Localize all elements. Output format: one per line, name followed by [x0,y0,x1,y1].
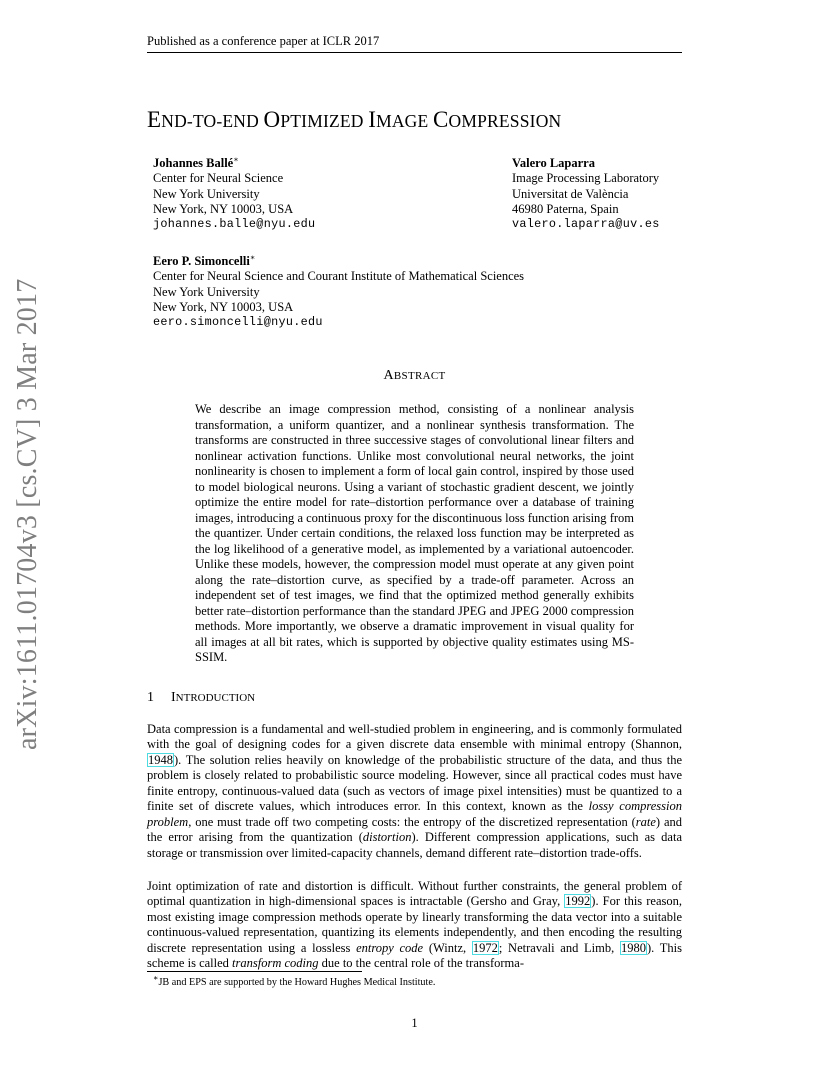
affiliation-line: New York University [153,186,260,201]
affiliation-line: Image Processing Laboratory [512,171,660,186]
author-email: eero.simoncelli@nyu.edu [153,315,323,330]
intro-paragraph-1: Data compression is a fundamental and well-studied problem in engineering, and is commonly formulated with the goal of designing codes for a given discrete data ensemble with minimal entropy (Shannon, 1948). The solution relies heavily on knowledge of the probabilistic structure of the data, and thus the problem is closely related to probabilistic source modeling. However, since all practical codes must have finite entropy, continuous-valued data (such as vectors of image pixel intensities) must be quantized to a finite set of discrete values, which introduces error. In this context, known as the lossy compression problem, one must trade off two competing costs: the entropy of the discretized representation (rate) and the error arising from the quantization (distortion). Different compression applications, such as data storage or transmission over limited-capacity channels, demand different rate–distortion trade-offs. [147,722,683,860]
footnote-mark: ∗ [233,154,239,164]
affiliation-line: Center for Neural Science and Courant Institute of Mathematical Sciences [153,269,525,284]
citation-link[interactable]: 1980 [620,940,646,955]
footnote-mark: ∗ [249,252,256,262]
header-rule [147,52,682,53]
citation-link[interactable]: 1992 [565,894,591,909]
citation-link[interactable]: 1948 [148,752,173,767]
page-number: 1 [411,1016,418,1030]
author-block-laparra [512,156,692,232]
author-name: Eero P. Simoncelli [153,254,250,268]
affiliation-line: Universitat de València [512,186,629,201]
section-heading-introduction: 1 INTRODUCTION [147,690,256,705]
author-name: Johannes Ballé [153,156,234,170]
footnote-rule [147,971,362,972]
arxiv-stamp: arXiv:1611.01704v3 [cs.CV] 3 Mar 2017 [12,278,43,750]
footnote-mark: ∗ [153,973,159,983]
affiliation-line: New York University [153,284,260,299]
author-email: johannes.balle@nyu.edu [153,217,316,232]
intro-paragraph-2: Joint optimization of rate and distortion is difficult. Without further constraints, the general problem of optimal quantization in high-dimensional spaces is intractable (Gersho and Gray, 1992). For this reason, most existing image compression methods operate by linearly transforming the data vector into a suitable continuous-valued representation, quantizing its elements independently, and then encoding the resulting discrete representation using a lossless entropy code (Wintz, 1972; Netravali and Limb, 1980). This scheme is called transform coding due to the central role of the transforma- [147,879,682,971]
author-block-simoncelli [153,254,653,330]
affiliation-line: New York, NY 10003, USA [153,201,294,216]
section-number: 1 [147,690,154,705]
affiliation-line: 46980 Paterna, Spain [512,201,619,216]
footnote: ∗JB and EPS are supported by the Howard Hughes Medical Institute. [153,973,436,988]
author-name: Valero Laparra [512,156,595,170]
running-header: Published as a conference paper at ICLR 2017 [147,34,380,48]
author-block-balle [153,156,453,232]
abstract-heading: ABSTRACT [383,368,446,383]
citation-link[interactable]: 1972 [472,940,498,955]
paper-title: END-TO-END OPTIMIZED IMAGE COMPRESSION [147,107,562,132]
author-email: valero.laparra@uv.es [512,217,660,232]
abstract-body: We describe an image compression method, consisting of a nonlinear analysis transformation, a uniform quantizer, and a nonlinear synthesis transformation. The transforms are constructed in three successive stages of convolutional linear filters and nonlinear activation functions. Unlike most convolutional neural networks, the joint nonlinearity is chosen to implement a form of local gain control, inspired by those used to model biological neurons. Using a variant of stochastic gradient descent, we jointly optimize the entire model for rate–distortion performance over a database of training images, introducing a continuous proxy for the discontinuous loss function arising from the quantizer. Under certain conditions, the relaxed loss function may be interpreted as the log likelihood of a generative model, as implemented by a variational autoencoder. Unlike these models, however, the compression model must operate at any given point along the rate–distortion curve, as specified by a trade-off parameter. Across an independent set of test images, we find that the optimized method generally exhibits better rate–distortion performance than the standard JPEG and JPEG 2000 compression methods. More importantly, we observe a dramatic improvement in visual quality for all images at all bit rates, which is supported by objective quality estimates using MS-SSIM. [195,402,634,664]
affiliation-line: New York, NY 10003, USA [153,299,294,314]
affiliation-line: Center for Neural Science [153,171,284,186]
